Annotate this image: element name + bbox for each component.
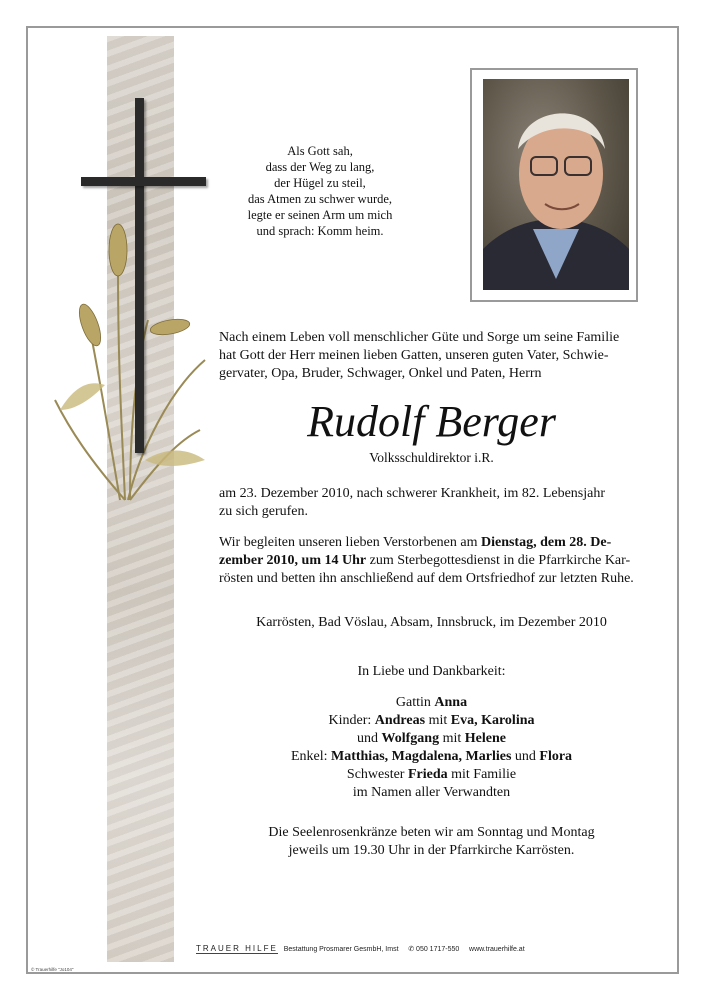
intro-line: Nach einem Leben voll menschlicher Güte und Sorge um seine Familie bbox=[219, 330, 620, 345]
phone-number: ✆ 050 1717-550 bbox=[408, 946, 460, 953]
poem bbox=[240, 143, 400, 239]
portrait-photo bbox=[483, 79, 629, 290]
deceased-title: Volksschuldirektor i.R. bbox=[369, 450, 494, 465]
funeral-time: zember 2010, um 14 Uhr bbox=[219, 553, 367, 568]
label: mit bbox=[439, 731, 465, 746]
family-spouse bbox=[219, 694, 644, 712]
family-children bbox=[219, 712, 644, 730]
death-notice bbox=[219, 485, 644, 521]
brand-logo: TRAUER HILFE bbox=[196, 944, 278, 953]
poem-line: legte er seinen Arm um mich bbox=[247, 208, 393, 222]
places-date: Karrösten, Bad Vöslau, Absam, Innsbruck, im Dezember 2010 bbox=[256, 615, 607, 630]
spouse-name: Anna bbox=[434, 695, 468, 710]
family-grandchildren bbox=[219, 748, 644, 766]
label: Gattin bbox=[395, 695, 435, 710]
child-name: Wolfgang bbox=[381, 731, 440, 746]
rosary-line: jeweils um 19.30 Uhr in der Pfarrkirche Karrösten. bbox=[288, 843, 575, 858]
deceased-name: Rudolf Berger bbox=[307, 397, 556, 446]
poem-line: das Atmen zu schwer wurde, bbox=[247, 192, 393, 206]
poem-line: und sprach: Komm heim. bbox=[256, 224, 384, 238]
label: mit Familie bbox=[447, 767, 517, 782]
child-name: Andreas bbox=[374, 713, 426, 728]
poem-line: der Hügel zu steil, bbox=[274, 176, 366, 190]
poem-line: dass der Weg zu lang, bbox=[265, 160, 375, 174]
funeral-text: Wir begleiten unseren lieben Verstorbenen am bbox=[219, 535, 481, 550]
rosary-line: Die Seelenrosenkränze beten wir am Sonntag und Montag bbox=[268, 825, 595, 840]
wheat-icon bbox=[30, 210, 230, 510]
rosary-notice bbox=[219, 824, 644, 860]
funeral-line bbox=[219, 552, 644, 570]
label: und bbox=[357, 731, 382, 746]
funeral-date: Dienstag, dem 28. De- bbox=[480, 535, 612, 550]
family-children bbox=[219, 730, 644, 748]
funeral-line bbox=[219, 534, 644, 552]
intro-line: gervater, Opa, Bruder, Schwager, Onkel und Paten, Herrn bbox=[219, 366, 542, 381]
death-line: zu sich gerufen. bbox=[219, 504, 309, 519]
poem-line: Als Gott sah, bbox=[287, 144, 353, 158]
partner-name: Eva, Karolina bbox=[450, 713, 535, 728]
cross-beam bbox=[81, 177, 206, 186]
label: und bbox=[511, 749, 540, 764]
gratitude-line: In Liebe und Dankbarkeit: bbox=[357, 664, 506, 679]
partner-name: Helene bbox=[464, 731, 506, 746]
death-line: am 23. Dezember 2010, nach schwerer Krankheit, im 82. Lebensjahr bbox=[219, 486, 606, 501]
funeral-notice bbox=[219, 534, 644, 588]
family-sister bbox=[219, 766, 644, 784]
footer bbox=[196, 944, 526, 953]
cross-icon bbox=[135, 98, 144, 453]
label: Schwester bbox=[346, 767, 408, 782]
funeral-text: zum Sterbegottesdienst in die Pfarrkirche Kar- bbox=[366, 553, 631, 568]
grandchild-name: Flora bbox=[539, 749, 573, 764]
family-list bbox=[219, 694, 644, 802]
copyright: © Trauerhilfe "Jo104" bbox=[31, 967, 74, 972]
intro-line: hat Gott der Herr meinen lieben Gatten, unseren guten Vater, Schwie- bbox=[219, 348, 609, 363]
sister-name: Frieda bbox=[407, 767, 448, 782]
intro-text bbox=[219, 329, 644, 383]
grandchild-names: Matthias, Magdalena, Marlies bbox=[330, 749, 512, 764]
funeral-line: rösten und betten ihn anschließend auf dem Ortsfriedhof zur letzten Ruhe. bbox=[219, 571, 634, 586]
company-name: Bestattung Prosmarer GesmbH, Imst bbox=[283, 946, 399, 953]
family-relatives: im Namen aller Verwandten bbox=[352, 785, 511, 800]
label: mit bbox=[425, 713, 451, 728]
label: Kinder: bbox=[328, 713, 375, 728]
label: Enkel: bbox=[290, 749, 331, 764]
website-link[interactable]: www.trauerhilfe.at bbox=[469, 946, 525, 953]
